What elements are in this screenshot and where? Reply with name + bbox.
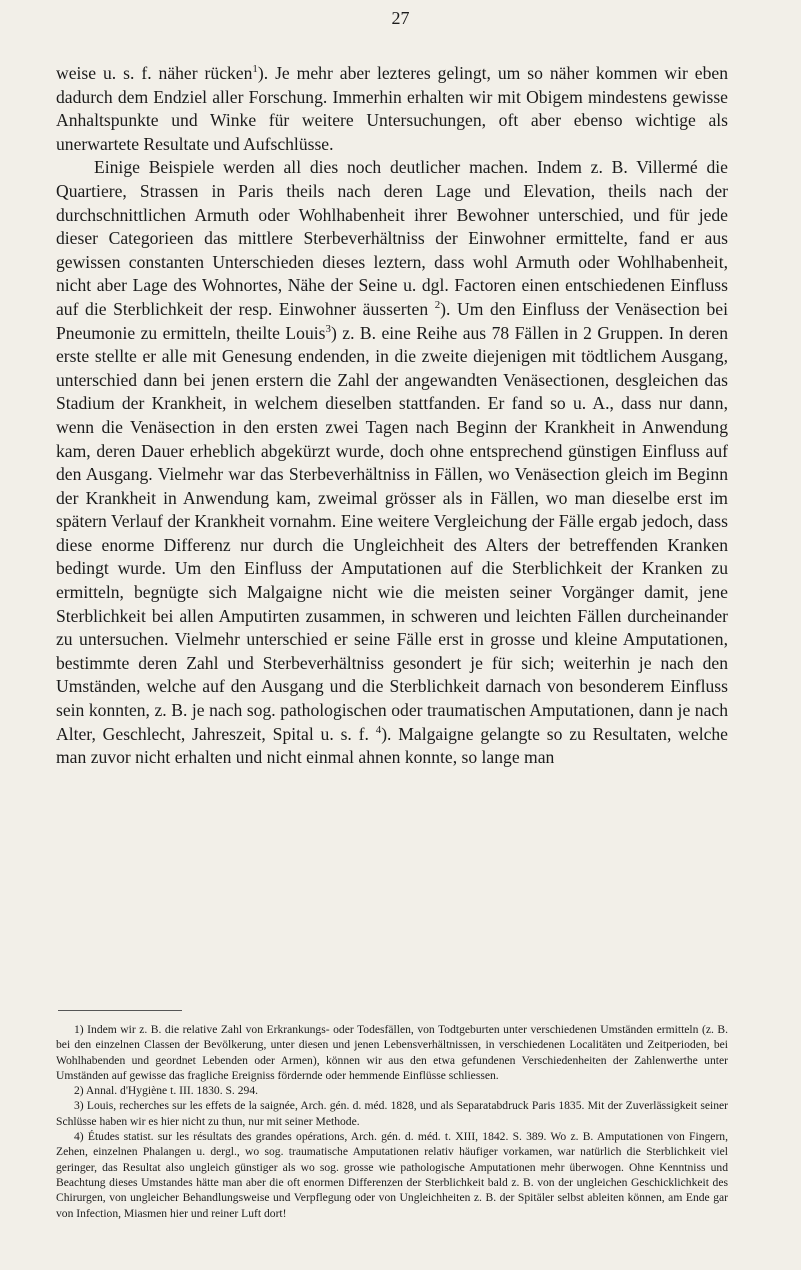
footnotes [56,1022,728,1221]
footnote-divider [58,1010,182,1011]
text-segment: ) z. B. eine Reihe aus 78 Fällen in 2 Gruppen. In deren erste stellte er alle mit Genesung endenden, in die zweite diejenigen mit tödtlichem Ausgang, unterschied dann bei jenen erstern die Zahl der angewandten Venäsectionen, desgleichen das Stadium der Krankheit, in welchem dieselben stattfanden. Er fand so u. A., dass nur dann, wenn die Venäsection in den ersten zwei Tagen nach Beginn der Krankheit in Anwendung kam, deren Dauer erheblich abgekürzt wurde, doch ohne entsprechend günstigen Einfluss auf den Ausgang. Vielmehr war das Sterbeverhältniss in Fällen, wo Venäsection gleich im Beginn der Krankheit in Anwendung kam, zweimal grösser als in Fällen, wo man dieselbe erst im spätern Verlauf der Krankheit vornahm. Eine weitere Vergleichung der Fälle ergab jedoch, dass diese enorme Differenz nur durch die Ungleichheit des Alters der betreffenden Kranken bedingt wurde. Um den Einfluss der Amputationen auf die Sterblichkeit der Kranken zu ermitteln, begnügte sich Malgaigne nicht wie die meisten seiner Vorgänger damit, jene Sterblichkeit bei allen Amputirten zusammen, in schweren und leichten Fällen durcheinander zu untersuchen. Vielmehr unterschied er seine Fälle erst in grosse und kleine Amputationen, bestimmte deren Zahl und Sterbeverhältniss gesondert je für sich; weiterhin je nach den Umständen, welche auf den Ausgang und die Sterblichkeit darnach von besonderem Einfluss sein konnten, z. B. je nach sog. pathologischen oder traumatischen Amputationen, dann je nach Alter, Geschlecht, Jahreszeit, Spital u. s. f. [56,322,728,744]
main-text [56,62,728,770]
footnote-ref-2: 2 [434,299,441,312]
text-segment: Einige Beispiele werden all dies noch deutlicher machen. Indem z. B. Villermé die Quartiere, Strassen in Paris theils nach deren Lage und Elevation, theils nach der durchschnittlichen Armuth oder Wohlhabenheit ihrer Bewohner unterschied, und für jede dieser Categorieen das mittlere Sterbeverhältniss der Einwohner ermittelte, fand er aus gewissen constanten Unterschieden dieses leztern, dass wohl Armuth oder Wohlhabenheit, nicht aber Lage des Wohnortes, Nähe der Seine u. dgl. Factoren einen entschiedenen Einfluss auf die Sterblichkeit der resp. Einwohner äusserten [56,157,728,319]
paragraph-2 [56,156,728,769]
footnote-ref-4: 4 [375,723,382,736]
text-segment: ). Je mehr aber lezteres gelingt, um so näher kommen wir eben dadurch dem Endziel aller Forschung. Immerhin erhalten wir mit Obigem mindestens gewisse Anhaltspunkte und Winke für weitere Untersuchungen, oft aber ebenso wichtige als unerwartete Resultate und Aufschlüsse. [56,63,728,154]
footnote-3: 3) Louis, recherches sur les effets de la saignée, Arch. gén. d. méd. 1828, und als Separatabdruck Paris 1835. Mit der Zuverlässigkeit seiner Schlüsse haben wir es hier nicht zu thun, nur mit seiner Methode. [56,1099,728,1128]
text-segment: ). Um den Einfluss der Venäsection bei Pneumonie zu ermitteln, theilte Louis [56,298,728,343]
footnote-4: 4) Études statist. sur les résultats des grandes opérations, Arch. gén. d. méd. t. XIII, 1842. S. 389. Wo z. B. Amputationen von Fingern, Zehen, einzelnen Phalangen u. dergl., wo sog. traumatische Amputationen relativ häufiger vorkamen, war natürlich die Sterblichkeit viel geringer, das Resultat also ungleich günstiger als wo sog. grosse wie pathologische Amputationen mehr überwogen. Ohne Kenntniss und Beachtung dieses Umstandes hätte man aber die oft enormen Differenzen der Sterblichkeit bald z. B. von der ungleichen Geschicklichkeit des Chirurgen, von ungleicher Behandlungsweise und Verpflegung oder von Ungleichheiten z. B. der Spitäler selbst ableiten können, am Ende gar von Infection, Miasmen hier und reiner Luft dort! [56,1130,728,1220]
footnote-1: 1) Indem wir z. B. die relative Zahl von Erkrankungs- oder Todesfällen, von Todtgeburten unter verschiedenen Umständen ermitteln (z. B. bei den einzelnen Classen der Bevölkerung, unter diesen und jenen Lebensverhältnissen, in verschiedenen Localitäten und Zeitperioden, bei Wohlhabenden und geordnet Lebenden oder Armen), können wir aus den etwa gefundenen Verschiedenheiten der Zahlenwerthe unter Umständen auf gewisse das fragliche Ereigniss fördernde oder hemmende Einflüsse schliessen. [56,1023,728,1082]
page-number: 27 [391,8,410,28]
footnote-ref-1: 1 [252,63,258,76]
text-segment: weise u. s. f. näher rücken [56,63,253,83]
paragraph-1 [56,62,728,156]
footnote-2: 2) Annal. d'Hygiène t. III. 1830. S. 294. [74,1084,259,1098]
footnote-ref-3: 3 [325,322,331,335]
text-segment: ). Malgaigne gelangte so zu Resultaten, welche man zuvor nicht erhalten und nicht einmal ahnen konnte, so lange man [56,723,728,768]
